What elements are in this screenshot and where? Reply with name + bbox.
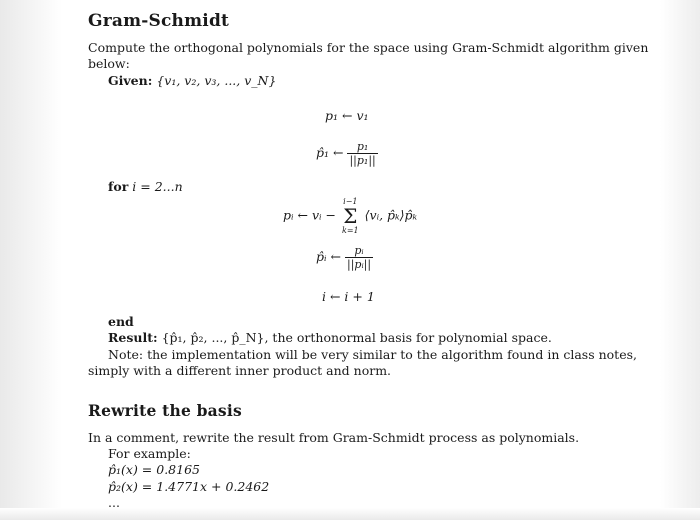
result-line: [108, 330, 552, 346]
page-shadow-right: [660, 0, 700, 520]
for-line: [108, 179, 183, 195]
assign-arrow: ←: [330, 249, 341, 264]
algo-line-4-lhs: p̂ᵢ: [316, 249, 327, 264]
example-polynomial-2: p̂₂(x) = 1.4771x + 0.2462: [108, 479, 270, 494]
given-value: {v₁, v₂, v₃, ..., v_N}: [156, 73, 277, 88]
page-shadow-left: [0, 0, 62, 520]
assign-arrow: ←: [342, 108, 353, 123]
note-line-1: Note: the implementation will be very similar to the algorithm found in class notes,: [108, 347, 637, 362]
algo-line-2: [316, 140, 378, 167]
fraction: [347, 140, 377, 167]
assign-arrow: ←: [333, 145, 344, 160]
fraction-denominator: ||p₁||: [349, 154, 376, 167]
for-range: i = 2...n: [132, 179, 183, 194]
rewrite-line-1: In a comment, rewrite the result from Gram-Schmidt process as polynomials.: [88, 430, 580, 445]
sigma-symbol: Σ: [343, 204, 358, 228]
rewrite-line-2: For example:: [108, 446, 191, 461]
algo-line-3-rhs-end: ⟨vᵢ, p̂ₖ⟩p̂ₖ: [364, 207, 418, 223]
subsection-heading: Rewrite the basis: [88, 401, 242, 420]
algo-line-1-lhs: p₁: [325, 108, 339, 123]
fraction-numerator: pᵢ: [354, 244, 364, 257]
intro-line-2: below:: [88, 56, 130, 71]
algo-line-3-lhs: pᵢ: [283, 207, 294, 223]
example-polynomial-1: p̂₁(x) = 0.8165: [108, 462, 200, 477]
sum-upper-limit: i−1: [343, 197, 358, 206]
summation: [342, 197, 359, 235]
ellipsis: ...: [108, 495, 120, 510]
section-heading: Gram-Schmidt: [88, 11, 230, 31]
intro-line-1: Compute the orthogonal polynomials for the space using Gram-Schmidt algorithm given: [88, 40, 649, 55]
end-keyword: end: [108, 314, 134, 329]
page-shadow-bottom: [0, 508, 700, 520]
algo-line-3: [283, 197, 417, 235]
sum-lower-limit: k=1: [342, 226, 359, 235]
given-line: [108, 73, 276, 89]
result-value: {p̂₁, p̂₂, ..., p̂_N}, the orthonormal basis for polynomial space.: [161, 330, 552, 345]
fraction: [345, 244, 373, 271]
given-label: Given:: [108, 73, 153, 88]
note-line-2: simply with a different inner product and norm.: [88, 363, 392, 378]
for-keyword: for: [108, 179, 129, 194]
algo-line-4: [316, 244, 373, 271]
result-label: Result:: [108, 330, 158, 345]
algo-line-1-rhs: v₁: [356, 108, 369, 123]
algo-line-3-rhs-start: vᵢ −: [311, 207, 337, 223]
fraction-denominator: ||pᵢ||: [346, 258, 372, 271]
fraction-numerator: p₁: [356, 140, 369, 153]
algo-line-5: i ← i + 1: [322, 289, 375, 304]
algo-line-2-lhs: p̂₁: [316, 145, 330, 160]
assign-arrow: ←: [297, 207, 308, 223]
algo-line-1: [325, 108, 369, 124]
